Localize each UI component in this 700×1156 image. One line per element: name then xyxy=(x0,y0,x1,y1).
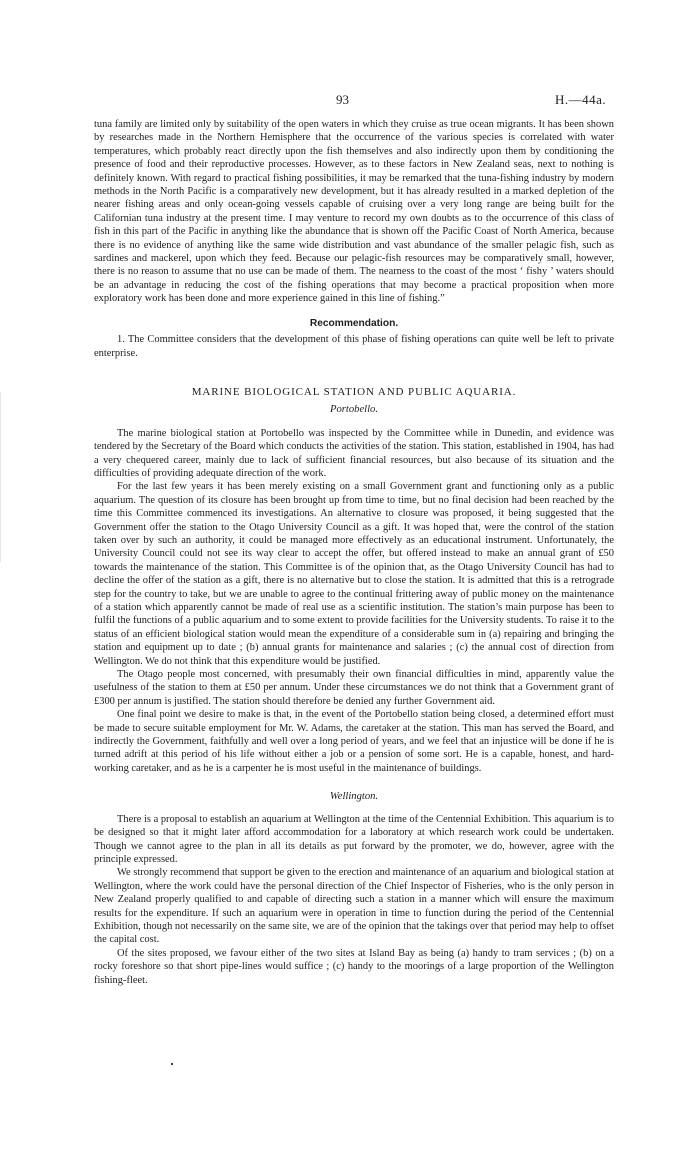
page-body xyxy=(94,118,614,987)
recommendation-paragraph: 1. The Committee considers that the development of this phase of fishing operations can quite well be left to private enterprise. xyxy=(94,334,614,359)
wellington-paragraph: There is a proposal to establish an aquarium at Wellington at the time of the Centennial Exhibition. This aquarium is to be designed so that it might later afford accommodation for a laboratory at which research work could be undertaken. Though we cannot agree to the plan in all its details as put forward by the promoter, we do, however, agree with the principle expressed. xyxy=(94,813,614,865)
wellington-paragraph: We strongly recommend that support be given to the erection and maintenance of an aquarium and biological station at Wellington, where the work could have the personal direction of the Chief Inspector of Fisheries, who is the only person in New Zealand properly qualified to and capable of directing such a station in a manner which will ensure the maximum results for the expenditure. If such an aquarium were in operation in time to function during the period of the Centennial Exhibition, though not necessarily on the same site, we are of the opinion that the takings over that period may help to offset the capital cost. xyxy=(94,867,614,946)
wellington-heading: Wellington. xyxy=(329,791,379,803)
portobello-paragraph: For the last few years it has been merely existing on a small Government grant and functioning only as a public aquarium. The question of its closure has been brought up from time to time, but no final decision had been reached by the time this Committee commenced its investigations. An alternative to closure was proposed, it being suggested that the Government offer the station to the Otago University Council as a gift. It was hoped that, were the control of the station taken over by such an authority, it could be managed more effectively as an educational instrument. Unfortunately, the University Council could not see its way clear to accept the offer, but offered instead to make an annual grant of £50 towards the maintenance of the station. This Committee is of the opinion that, as the Otago University Council has had to decline the offer of the station as a gift, there is no alternative but to close the station. It is admitted that this is a retrograde step for the country to take, but we are unable to agree to the continual frittering away of public money on the maintenance of a station which apparently cannot be made of real use as a scientific institution. The station’s main purpose has been to fulfil the functions of a public aquarium and to some extent to provide facilities for the University students. To raise it to the status of an efficient biological station would mean the expenditure of a considerable sum in (a) repairing and bringing the station and equipment up to date ; (b) annual grants for maintenance and salaries ; (c) the annual cost of direction from Wellington. We do not think that this expenditure would be justified. xyxy=(94,481,614,667)
page-number: 93 xyxy=(336,92,349,107)
stray-ink-mark xyxy=(171,1063,173,1065)
portobello-paragraph: One final point we desire to make is that, in the event of the Portobello station being closed, a determined effort must be made to secure suitable employment for Mr. W. Adams, the caretaker at the station. This man has served the Board, and indirectly the Government, faithfully and well over a long period of years, and we feel that an injustice will be done if he is turned adrift at this period of his life without either a job or a pension of some sort. He is a capable, honest, and hard-working caretaker, and as he is a carpenter he is most useful in the maintenance of buildings. xyxy=(94,709,614,774)
recommendation-heading: Recommendation. xyxy=(309,317,399,329)
wellington-paragraph: Of the sites proposed, we favour either of the two sites at Island Bay as being (a) handy to tram services ; (b) on a rocky foreshore so that short pipe-lines would suffice ; (c) handy to the moorings of a large proportion of the Wellington fishing-fleet. xyxy=(94,947,614,986)
document-reference: H.—44a. xyxy=(555,92,607,107)
section-title: MARINE BIOLOGICAL STATION AND PUBLIC AQUARIA. xyxy=(191,385,517,398)
scan-margin-shadow xyxy=(0,392,1,562)
tuna-quote-paragraph: tuna family are limited only by suitability of the open waters in which they cruise as true ocean migrants. It has been shown by researches made in the Northern Hemisphere that the occurrence of the various species is correlated with water temperatures, which probably react directly upon the fish themselves and also indirectly upon them by conditioning the presence of food and their reproductive processes. However, as to these factors in New Zealand seas, next to nothing is definitely known. With regard to practical fishing possibilities, it may be remarked that the tuna-fishing industry by modern methods in the North Pacific is a comparatively new development, but it has already resulted in a marked depletion of the nearer fishing areas and only ocean-going vessels capable of cruising over a very long range are being built for the Californian tuna industry at the present time. I may venture to record my own doubts as to the occurrence of this class of fish in this part of the Pacific in anything like the abundance that is shown off the Pacific Coast of North America, because there is no evidence of anything like the same wide distribution and vast abundance of the smaller pelagic fish, such as sardines and mackerel, upon which they feed. Because our pelagic-fish resources may be comparatively small, however, there is no reason to assume that no use can be made of them. The nearness to the coast of the most ‘ fishy ’ waters should be an advantage in reducing the cost of the fishing operations that may become a practical proposition when more exploratory work has been done and more experience gained in this line of fishing.” xyxy=(94,119,614,305)
portobello-heading: Portobello. xyxy=(330,404,378,416)
portobello-paragraph: The Otago people most concerned, with presumably their own financial difficulties in mind, apparently value the usefulness of the station to them at £50 per annum. Under these circumstances we do not think that a Government grant of £300 per annum is justified. The station should therefore be denied any further Government aid. xyxy=(94,669,614,707)
portobello-paragraph: The marine biological station at Portobello was inspected by the Committee while in Dunedin, and evidence was tendered by the Secretary of the Board which conducts the activities of the station. This station, established in 1904, has had a very chequered career, mainly due to lack of sufficient financial resources, but also because of its situation and the difficulties of providing adequate direction of the work. xyxy=(94,427,614,479)
